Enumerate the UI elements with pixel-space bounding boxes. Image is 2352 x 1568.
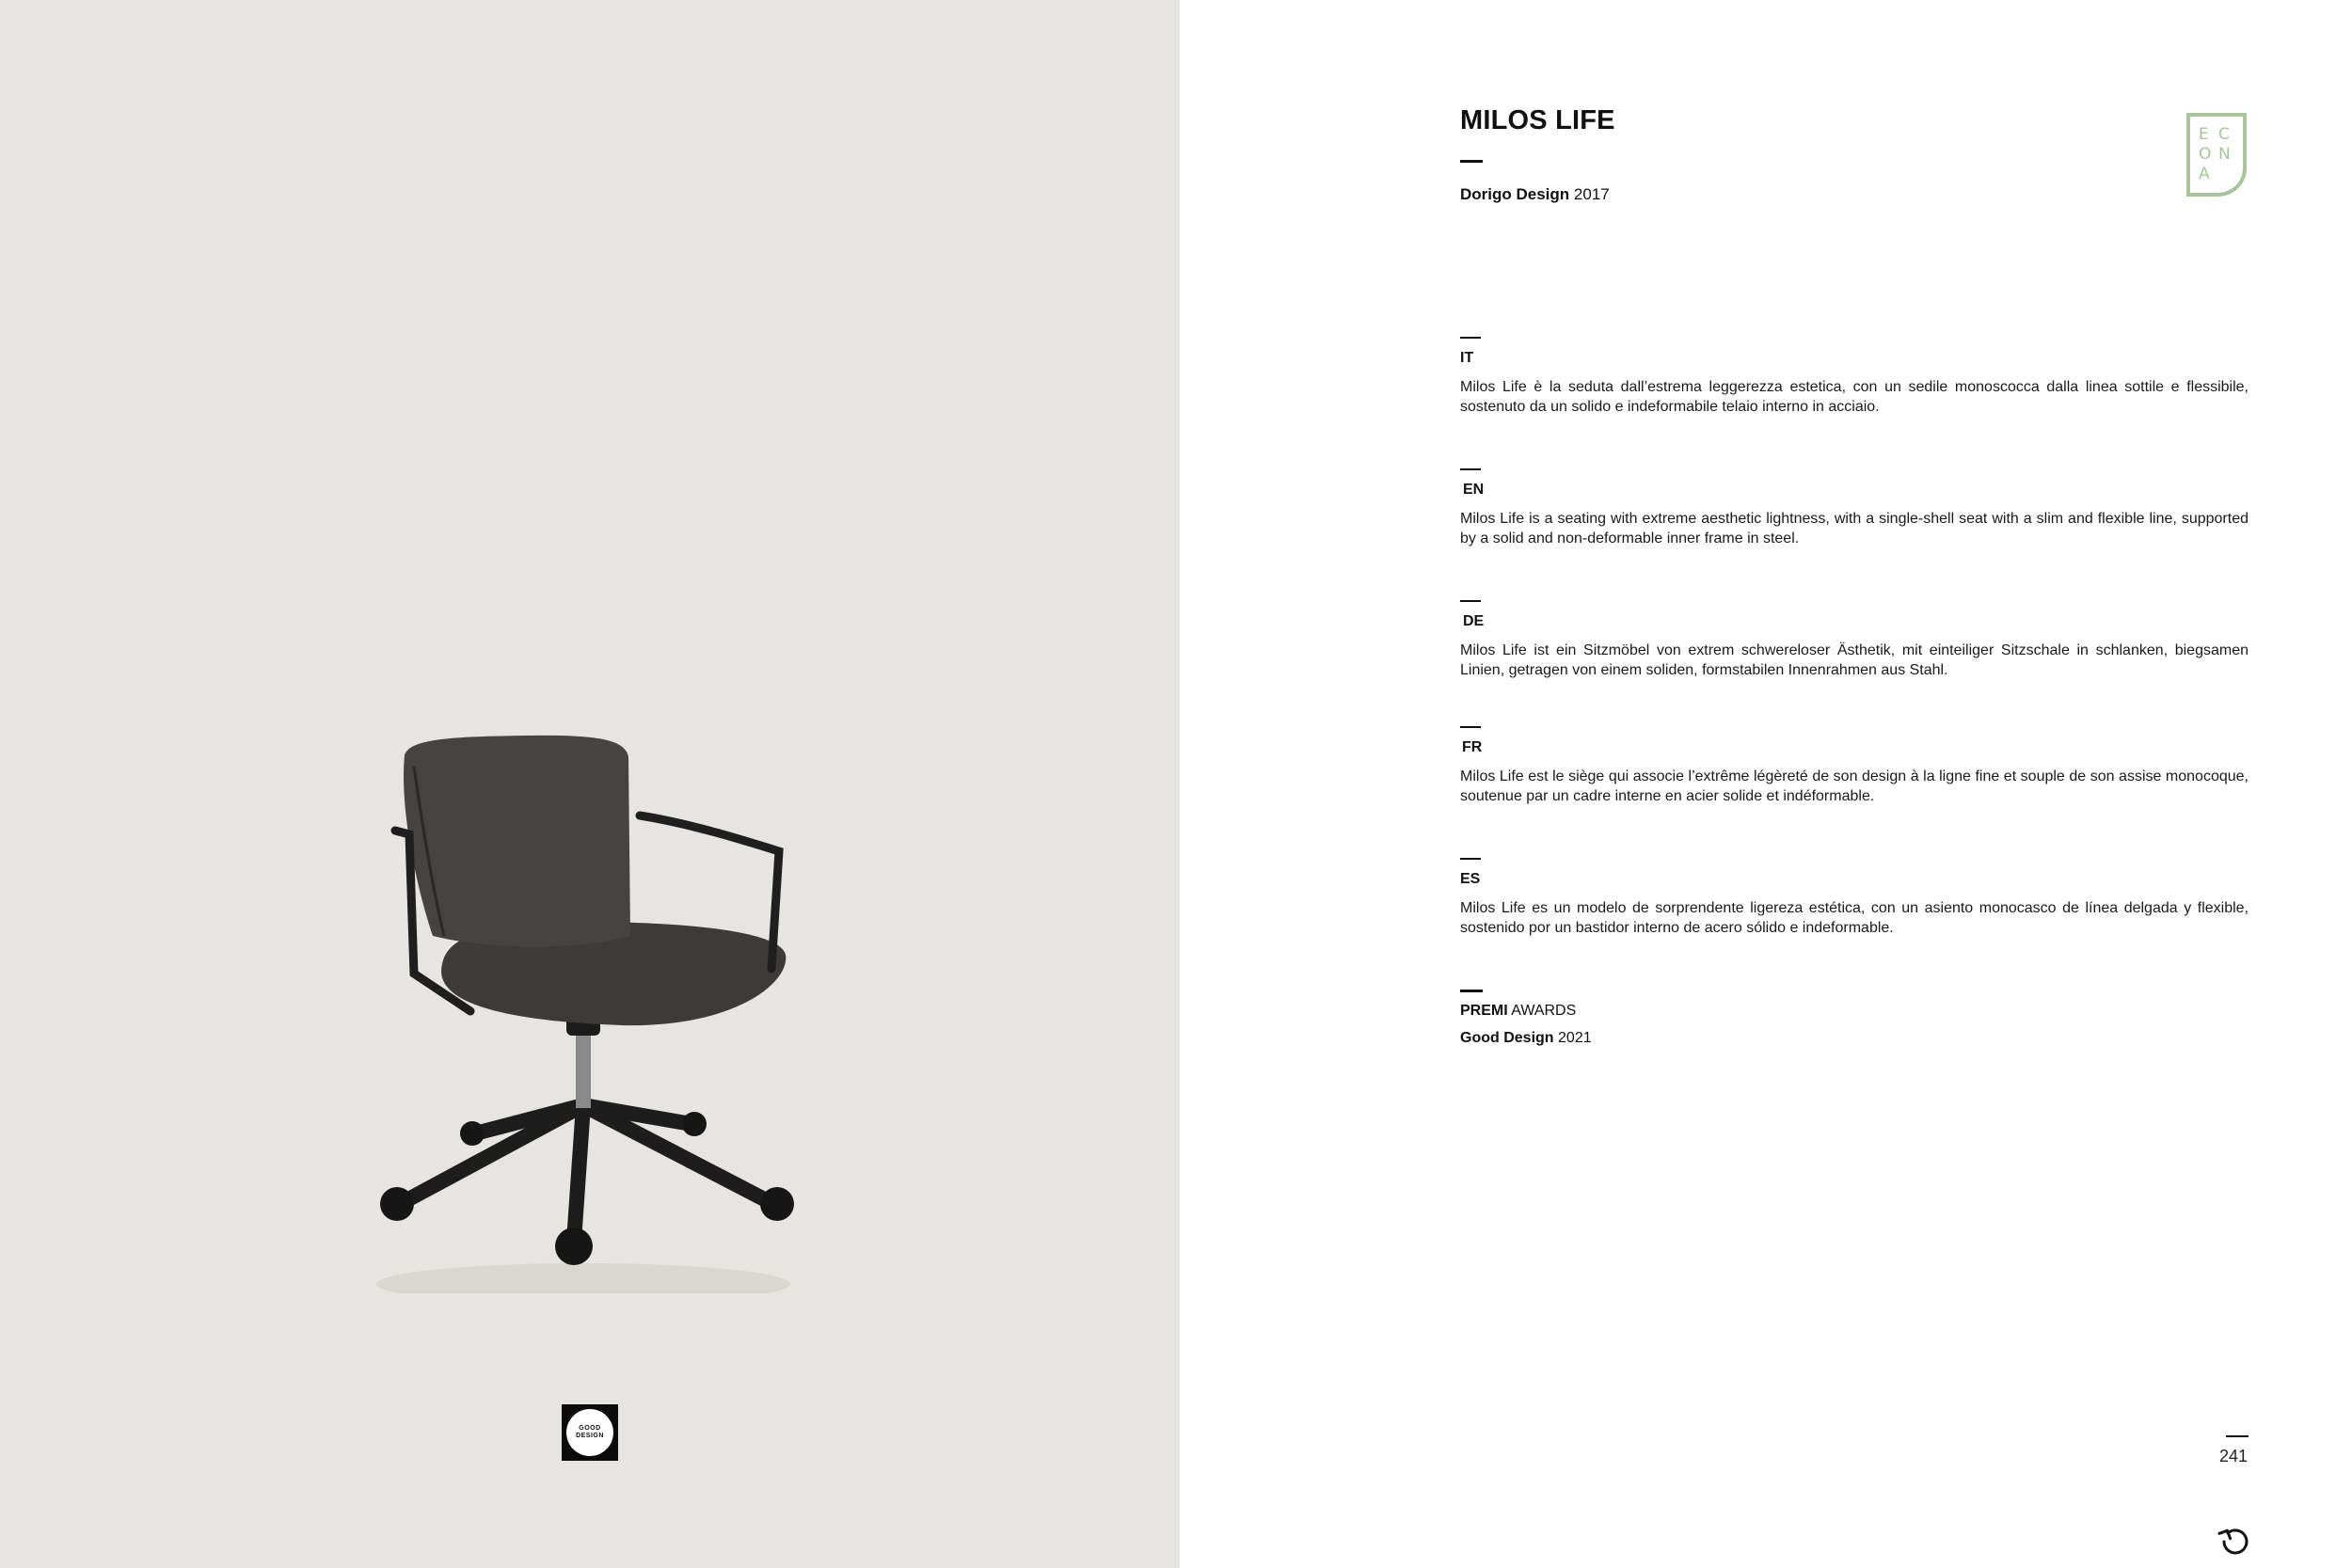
designer-name: Dorigo Design xyxy=(1460,185,1570,203)
lang-label-de: DE xyxy=(1463,613,1485,629)
lang-label-it: IT xyxy=(1460,350,1474,366)
section-divider xyxy=(1460,468,1481,470)
section-divider xyxy=(1460,337,1481,339)
lang-label-en: EN xyxy=(1463,482,1485,498)
awards-heading xyxy=(1460,1003,1576,1020)
description-en: Milos Life is a seating with extreme aesthetic lightness, with a single-shell seat with a slim and flexible line, supported by a solid and non-deformable inner frame in steel. xyxy=(1460,511,2249,546)
award-name: Good Design xyxy=(1460,1030,1554,1046)
awards-label-rest: AWARDS xyxy=(1511,1003,1577,1019)
section-divider xyxy=(1460,858,1481,860)
designer-credit xyxy=(1460,185,1610,204)
econa-logo xyxy=(2185,111,2249,198)
awards-divider xyxy=(1460,990,1483,992)
badge-line1: GOOD xyxy=(579,1425,601,1432)
lang-label-es: ES xyxy=(1460,871,1481,887)
logo-letter-e: E xyxy=(2199,125,2209,144)
logo-letter-o: O xyxy=(2199,145,2212,164)
badge-line2: DESIGN xyxy=(576,1433,604,1439)
logo-letter-n: N xyxy=(2218,145,2231,164)
good-design-award-badge xyxy=(562,1404,618,1461)
section-divider xyxy=(1460,726,1481,728)
chair-image xyxy=(358,729,800,1293)
title-divider xyxy=(1460,160,1483,163)
award-year: 2021 xyxy=(1558,1030,1592,1046)
section-divider xyxy=(1460,600,1481,602)
description-es: Milos Life es un modelo de sorprendente ligereza estética, con un asiento monocasco de línea delgada y flexible, sostenido por un bastidor interno de acero sólido e indeformable. xyxy=(1460,900,2249,936)
undo-icon[interactable] xyxy=(2217,1524,2252,1560)
lang-label-fr: FR xyxy=(1462,739,1483,755)
page-number: 241 xyxy=(2219,1447,2249,1465)
description-it: Milos Life è la seduta dall’estrema leggerezza estetica, con un sedile monoscocca dalla linea sottile e flessibile, sostenuto da un solido e indeformabile telaio interno in acciaio. xyxy=(1460,379,2249,415)
logo-letter-a: A xyxy=(2199,165,2210,183)
product-title: MILOS LIFE xyxy=(1460,105,1615,135)
awards-label-bold: PREMI xyxy=(1460,1003,1508,1019)
description-de: Milos Life ist ein Sitzmöbel von extrem schwereloser Ästhetik, mit einteiliger Sitzschale in schlanken, biegsamen Linien, getragen von einem soliden, formstabilen Innenrahmen aus Stahl. xyxy=(1460,642,2249,678)
description-fr: Milos Life est le siège qui associe l’extrême légèreté de son design à la ligne fine et souple de son assise monocoque, soutenue par un cadre interne en acier solide et indéformable. xyxy=(1460,768,2249,804)
award-entry xyxy=(1460,1030,1592,1047)
logo-letter-c: C xyxy=(2218,125,2230,144)
designer-year: 2017 xyxy=(1573,185,1610,203)
page-number-divider xyxy=(2226,1435,2249,1437)
